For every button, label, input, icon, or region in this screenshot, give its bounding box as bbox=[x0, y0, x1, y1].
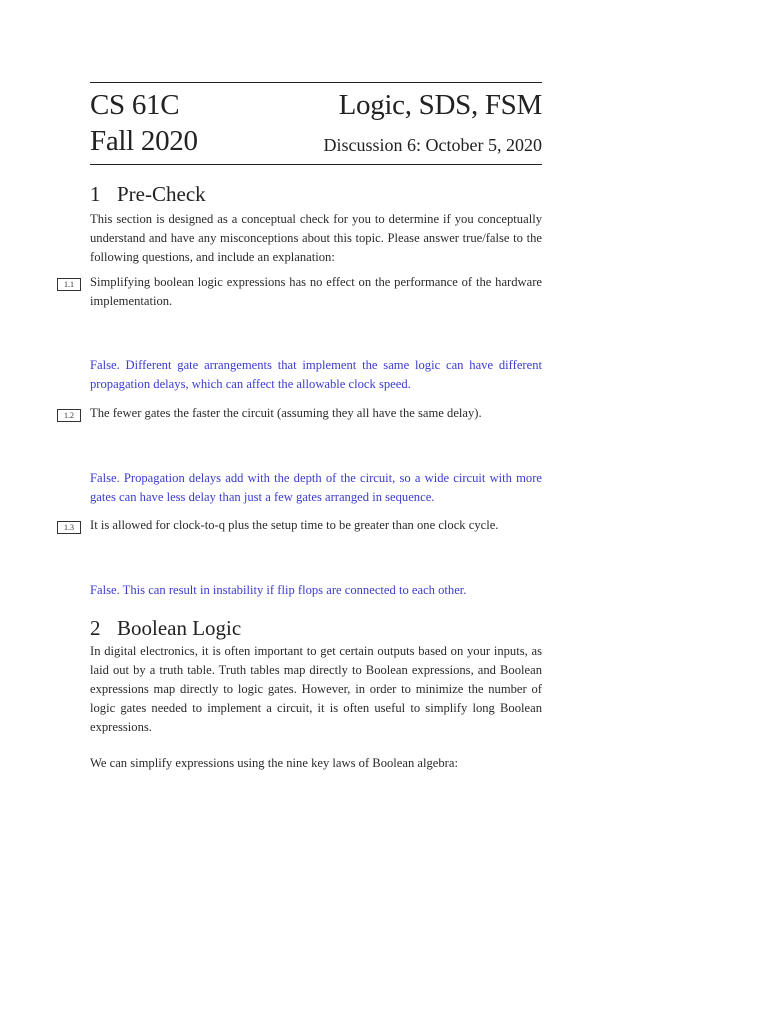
question-answer: False. Different gate arrangements that implement the same logic can have different propagation delays, which can affect the allowable clock speed. bbox=[90, 358, 542, 391]
section-heading-boolean-logic bbox=[90, 615, 241, 641]
header-top-rule bbox=[90, 82, 542, 83]
document-topic: Logic, SDS, FSM bbox=[338, 89, 542, 121]
section-title: Pre-Check bbox=[117, 182, 206, 206]
section-intro: This section is designed as a conceptual check for you to determine if you conceptually understand and have any misconceptions about this topic. Please answer true/false to the following questions, and include an explanation: bbox=[90, 212, 542, 264]
question-answer: False. This can result in instability if flip flops are connected to each other. bbox=[90, 583, 467, 597]
course-title: CS 61C bbox=[90, 89, 180, 121]
section-title: Boolean Logic bbox=[117, 616, 242, 640]
section-heading-pre-check bbox=[90, 181, 206, 207]
term-label: Fall 2020 bbox=[90, 125, 198, 157]
question-text: Simplifying boolean logic expressions has no effect on the performance of the hardware implementation. bbox=[90, 275, 542, 308]
question-label: 1.1 bbox=[57, 278, 81, 291]
question-label: 1.3 bbox=[57, 521, 81, 534]
section-number: 1 bbox=[90, 182, 101, 206]
body-paragraph: In digital electronics, it is often important to get certain outputs based on your inputs, as laid out by a truth table. Truth tables map directly to Boolean expressions, and Boolean expressions map directly to logic gates. However, in order to minimize the number of logic gates needed to implement a circuit, it is often useful to simplify long Boolean expressions. bbox=[90, 644, 542, 734]
discussion-date: Discussion 6: October 5, 2020 bbox=[323, 135, 542, 155]
question-text: It is allowed for clock-to-q plus the setup time to be greater than one clock cycle. bbox=[90, 518, 499, 532]
section-number: 2 bbox=[90, 616, 101, 640]
body-paragraph: We can simplify expressions using the nine key laws of Boolean algebra: bbox=[90, 756, 458, 770]
question-label: 1.2 bbox=[57, 409, 81, 422]
question-text: The fewer gates the faster the circuit (assuming they all have the same delay). bbox=[90, 406, 482, 420]
question-answer: False. Propagation delays add with the depth of the circuit, so a wide circuit with more gates can have less delay than just a few gates arranged in sequence. bbox=[90, 471, 542, 504]
header-bottom-rule bbox=[90, 164, 542, 165]
